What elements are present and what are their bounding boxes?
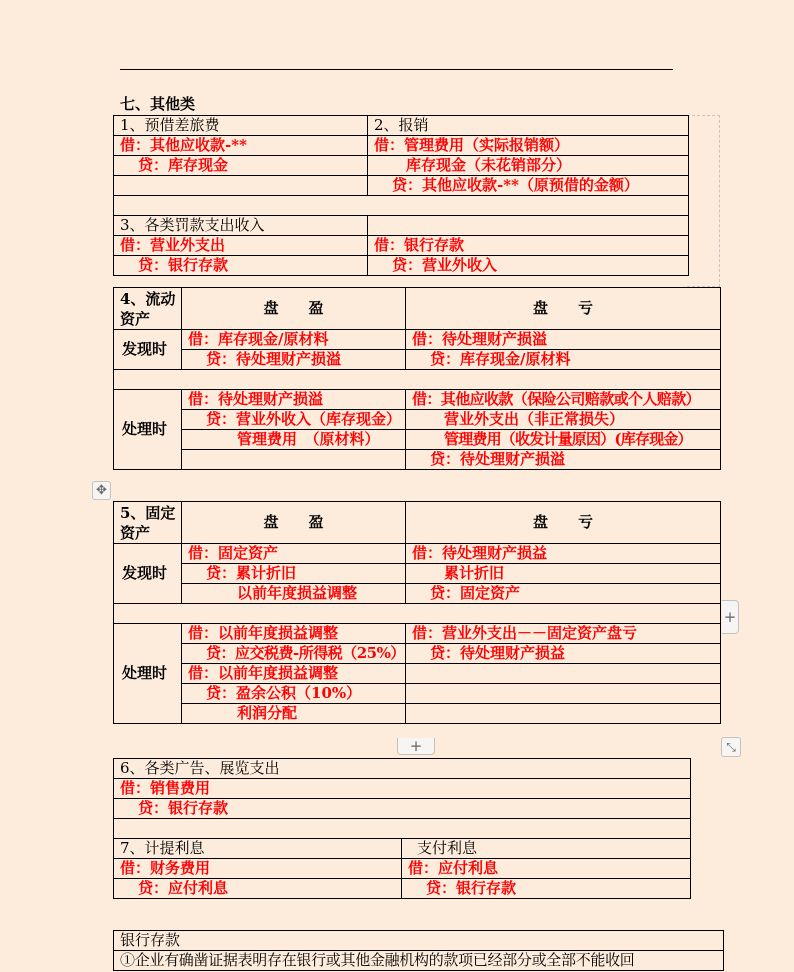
table-row xyxy=(114,410,721,430)
credit-entry[interactable]: 利润分配 xyxy=(182,704,406,724)
debit-entry[interactable]: 管理费用（收发计量原因）(库存现金） xyxy=(406,430,721,450)
empty-cell[interactable] xyxy=(406,684,721,704)
credit-entry[interactable]: 贷：库存现金/原材料 xyxy=(406,350,721,370)
debit-entry[interactable]: 营业外支出（非正常损失） xyxy=(406,410,721,430)
table-row xyxy=(114,288,721,330)
credit-entry[interactable]: 贷：银行存款 xyxy=(402,879,691,899)
debit-entry[interactable]: 借：固定资产 xyxy=(182,544,406,564)
row-label-handle[interactable]: 处理时 xyxy=(114,624,182,724)
debit-entry[interactable]: 累计折旧 xyxy=(406,564,721,584)
table-row xyxy=(114,951,724,971)
debit-entry[interactable]: 借：应付利息 xyxy=(402,859,691,879)
debit-entry[interactable]: 借：库存现金/原材料 xyxy=(182,330,406,350)
table-row xyxy=(114,450,721,470)
credit-entry[interactable]: 贷：待处理财产损溢 xyxy=(406,450,721,470)
credit-entry[interactable]: 管理费用 （原材料） xyxy=(182,430,406,450)
table-row xyxy=(114,759,691,779)
note-line[interactable]: ①企业有确凿证据表明存在银行或其他金融机构的款项已经部分或全部不能收回 xyxy=(114,951,724,971)
credit-entry[interactable]: 贷：固定资产 xyxy=(406,584,721,604)
credit-entry[interactable]: 贷：累计折旧 xyxy=(182,564,406,584)
row-label-found[interactable]: 发现时 xyxy=(114,544,182,604)
debit-entry[interactable]: 借：待处理财产损溢 xyxy=(406,330,721,350)
debit-entry[interactable]: 借：其他应收款-** xyxy=(114,136,368,156)
debit-entry[interactable]: 借：待处理财产损溢 xyxy=(182,390,406,410)
column-header-loss[interactable]: 盘 亏 xyxy=(406,502,721,544)
table-row xyxy=(114,624,721,644)
add-column-button[interactable]: + xyxy=(722,600,739,634)
table-row xyxy=(114,176,689,196)
table-row xyxy=(114,116,689,136)
debit-entry[interactable]: 借：营业外支出－－固定资产盘亏 xyxy=(406,624,721,644)
table-row xyxy=(114,156,689,176)
table-move-handle[interactable]: ✥ xyxy=(92,481,111,500)
table-advertising-interest xyxy=(113,758,691,899)
empty-cell[interactable] xyxy=(182,450,406,470)
credit-entry[interactable]: 贷：库存现金 xyxy=(114,156,368,176)
section-heading: 七、其他类 xyxy=(120,95,196,113)
credit-entry[interactable]: 贷：营业外收入（库存现金） xyxy=(182,410,406,430)
table-selection-outline xyxy=(687,115,720,287)
table-row xyxy=(114,256,689,276)
table-row xyxy=(114,644,721,664)
corner-line: 4、流动 xyxy=(120,289,176,308)
row-label-found[interactable]: 发现时 xyxy=(114,330,182,370)
debit-entry[interactable]: 库存现金（未花销部分） xyxy=(368,156,689,176)
table-row xyxy=(114,931,724,951)
table-current-assets xyxy=(113,287,721,470)
table-row xyxy=(114,664,721,684)
table-bank-deposit xyxy=(113,930,724,971)
credit-entry[interactable]: 以前年度损益调整 xyxy=(182,584,406,604)
credit-entry[interactable]: 贷：营业外收入 xyxy=(368,256,689,276)
corner-line: 资产 xyxy=(120,523,151,542)
table-row xyxy=(114,544,721,564)
column-header-gain[interactable]: 盘 盈 xyxy=(182,502,406,544)
table-row xyxy=(114,236,689,256)
table-row xyxy=(114,196,689,216)
corner-cell[interactable] xyxy=(114,288,182,330)
credit-entry[interactable]: 贷：其他应收款-**（原预借的金额） xyxy=(368,176,689,196)
table-row xyxy=(114,799,691,819)
empty-cell[interactable] xyxy=(406,664,721,684)
horizontal-rule xyxy=(120,69,673,70)
debit-entry[interactable]: 借：销售费用 xyxy=(114,779,691,799)
credit-entry[interactable]: 贷：盈余公积（10%） xyxy=(182,684,406,704)
table-row xyxy=(114,604,721,624)
column-header-loss[interactable]: 盘 亏 xyxy=(406,288,721,330)
credit-entry[interactable]: 贷：应交税费-所得税（25%） xyxy=(182,644,406,664)
debit-entry[interactable]: 借：管理费用（实际报销额） xyxy=(368,136,689,156)
table-row xyxy=(114,390,721,410)
corner-cell[interactable] xyxy=(114,502,182,544)
resize-table-icon[interactable]: ⤡ xyxy=(721,737,741,757)
debit-entry[interactable]: 借：以前年度损益调整 xyxy=(182,624,406,644)
table-row xyxy=(114,859,691,879)
credit-entry[interactable]: 贷：银行存款 xyxy=(114,799,691,819)
table-row xyxy=(114,684,721,704)
empty-cell[interactable] xyxy=(114,176,368,196)
table-fixed-assets xyxy=(113,501,721,724)
table-row xyxy=(114,704,721,724)
table-row xyxy=(114,370,721,390)
row-label-handle[interactable]: 处理时 xyxy=(114,390,182,470)
table-other-items xyxy=(113,115,689,276)
credit-entry[interactable]: 贷：待处理财产损溢 xyxy=(182,350,406,370)
credit-entry[interactable]: 贷：银行存款 xyxy=(114,256,368,276)
empty-cell[interactable] xyxy=(114,819,691,839)
empty-cell[interactable] xyxy=(114,196,689,216)
column-header-gain[interactable]: 盘 盈 xyxy=(182,288,406,330)
table-row xyxy=(114,564,721,584)
empty-cell[interactable] xyxy=(114,370,721,390)
table-row xyxy=(114,584,721,604)
empty-cell[interactable] xyxy=(368,216,689,236)
table-row xyxy=(114,330,721,350)
table-row xyxy=(114,430,721,450)
table-row xyxy=(114,136,689,156)
section-title[interactable]: 3、各类罚款支出收入 xyxy=(114,216,368,236)
section-title[interactable]: 银行存款 xyxy=(114,931,724,951)
table-row xyxy=(114,216,689,236)
corner-line: 5、固定 xyxy=(120,503,176,522)
credit-entry[interactable]: 贷：待处理财产损益 xyxy=(406,644,721,664)
add-row-button[interactable]: + xyxy=(397,738,435,755)
debit-entry[interactable]: 借：财务费用 xyxy=(114,859,402,879)
table-row xyxy=(114,819,691,839)
section-title[interactable]: 6、各类广告、展览支出 xyxy=(114,759,691,779)
table-row xyxy=(114,502,721,544)
empty-cell[interactable] xyxy=(406,704,721,724)
debit-entry[interactable]: 借：营业外支出 xyxy=(114,236,368,256)
debit-entry[interactable]: 借：待处理财产损益 xyxy=(406,544,721,564)
table-row xyxy=(114,779,691,799)
debit-entry[interactable]: 借：其他应收款（保险公司赔款或个人赔款） xyxy=(406,390,721,410)
section-title[interactable]: 7、计提利息 xyxy=(114,839,402,859)
table-row xyxy=(114,839,691,859)
section-title[interactable]: 1、预借差旅费 xyxy=(114,116,368,136)
credit-entry[interactable]: 贷：应付利息 xyxy=(114,879,402,899)
debit-entry[interactable]: 借：以前年度损益调整 xyxy=(182,664,406,684)
empty-cell[interactable] xyxy=(114,604,721,624)
table-row xyxy=(114,350,721,370)
section-title[interactable]: 2、报销 xyxy=(368,116,689,136)
debit-entry[interactable]: 借：银行存款 xyxy=(368,236,689,256)
section-title[interactable]: 支付利息 xyxy=(402,839,691,859)
corner-line: 资产 xyxy=(120,309,151,328)
table-row xyxy=(114,879,691,899)
